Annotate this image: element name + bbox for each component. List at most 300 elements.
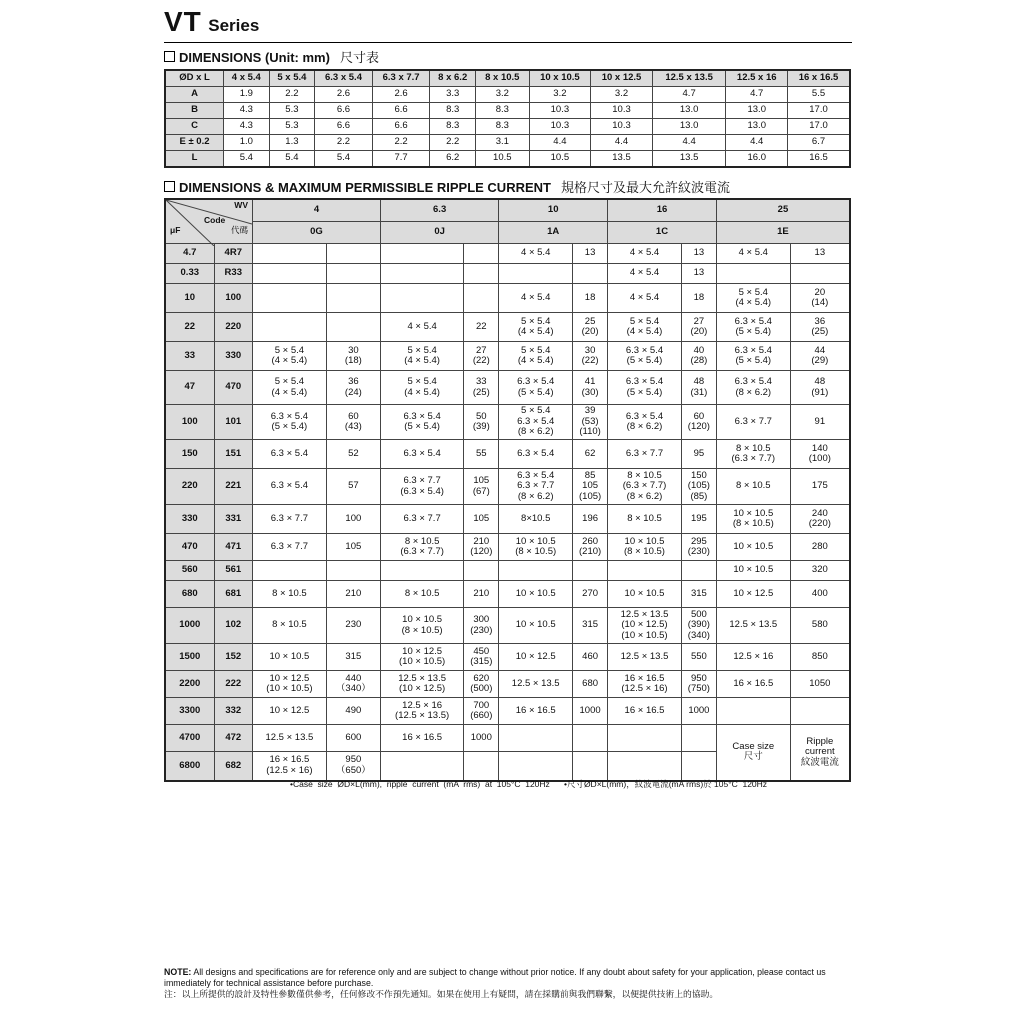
ripple-current: 440 （340） — [326, 671, 380, 698]
size-header: 12.5 x 16 — [726, 70, 788, 87]
ripple-current: 950 （650） — [326, 752, 380, 781]
dimension-value: 8.3 — [430, 103, 476, 119]
case-size — [499, 264, 573, 284]
dimension-value: 17.0 — [788, 119, 850, 135]
ripple-row — [165, 725, 850, 752]
size-header: 10 x 10.5 — [529, 70, 591, 87]
dimension-value: 5.5 — [788, 87, 850, 103]
dimension-value: 1.0 — [224, 135, 270, 151]
cap-code: 561 — [214, 561, 252, 581]
wv-header: 16 — [608, 199, 717, 222]
ripple-current — [790, 698, 850, 725]
ripple-current: 315 — [573, 608, 608, 644]
ripple-row — [165, 608, 850, 644]
capacitance: 330 — [165, 505, 214, 534]
case-size: 6.3 × 7.7 — [380, 505, 463, 534]
capacitance: 560 — [165, 561, 214, 581]
case-size — [716, 264, 790, 284]
ripple-current: 460 — [573, 644, 608, 671]
case-size: 4 × 5.4 — [380, 313, 463, 342]
case-size: 6.3 × 5.4 — [253, 469, 327, 505]
ripple-current: 85 105 (105) — [573, 469, 608, 505]
ripple-current — [573, 725, 608, 752]
capacitance: 6800 — [165, 752, 214, 781]
ripple-row — [165, 644, 850, 671]
dimensions-header-row — [165, 70, 850, 87]
size-header: 16 x 16.5 — [788, 70, 850, 87]
note — [164, 967, 854, 1000]
dimension-value: 7.7 — [372, 151, 430, 168]
case-size: 6.3 × 5.4 — [380, 440, 463, 469]
case-size: 10 × 10.5 (8 × 10.5) — [608, 534, 682, 561]
case-size: 12.5 × 13.5 (10 × 12.5) (10 × 10.5) — [608, 608, 682, 644]
case-size: 16 × 16.5 (12.5 × 16) — [608, 671, 682, 698]
dimensions-header-label: ØD x L — [165, 70, 224, 87]
note-text-en: All designs and specifications are for reference only and are subject to change without prior notice. If any doubt about safety for your application, please contact us immediately for technical assistance before purchase. — [164, 967, 826, 988]
capacitance: 47 — [165, 371, 214, 405]
ripple-row — [165, 534, 850, 561]
case-size: 5 × 5.4 (4 × 5.4) — [253, 342, 327, 371]
wv-header-row — [165, 199, 850, 222]
voltage-code-header: 1C — [608, 222, 717, 244]
dimension-label: A — [165, 87, 224, 103]
size-header: 6.3 x 5.4 — [315, 70, 373, 87]
ripple-current: 25 (20) — [573, 313, 608, 342]
dimension-value: 6.6 — [372, 119, 430, 135]
case-size: 12.5 × 13.5 — [608, 644, 682, 671]
note-label: NOTE: — [164, 967, 192, 977]
case-size — [380, 561, 463, 581]
ripple-current: 13 — [790, 244, 850, 264]
ripple-current: 140 (100) — [790, 440, 850, 469]
title-rule — [164, 42, 852, 43]
dimension-value: 2.6 — [372, 87, 430, 103]
dimension-value: 5.3 — [269, 103, 315, 119]
case-size: 10 × 10.5 (8 × 10.5) — [716, 505, 790, 534]
ripple-current — [326, 313, 380, 342]
capacitance: 150 — [165, 440, 214, 469]
dimensions-row — [165, 103, 850, 119]
ripple-current — [464, 264, 499, 284]
capacitance: 2200 — [165, 671, 214, 698]
capacitance: 33 — [165, 342, 214, 371]
dimension-value: 1.3 — [269, 135, 315, 151]
dimension-value: 3.2 — [476, 87, 530, 103]
series-word: Series — [208, 16, 260, 35]
dimensions-row — [165, 119, 850, 135]
size-header: 5 x 5.4 — [269, 70, 315, 87]
case-size: 8 × 10.5 — [253, 581, 327, 608]
case-size: 4 × 5.4 — [716, 244, 790, 264]
case-size: 8 × 10.5 — [608, 505, 682, 534]
ripple-current: 680 — [573, 671, 608, 698]
case-size: 10 × 10.5 — [253, 644, 327, 671]
dimension-value: 6.6 — [315, 119, 373, 135]
cap-code: 471 — [214, 534, 252, 561]
ripple-current: 30 (22) — [573, 342, 608, 371]
case-size: 10 × 12.5 (10 × 10.5) — [253, 671, 327, 698]
size-header: 8 x 10.5 — [476, 70, 530, 87]
ripple-current: 95 — [681, 440, 716, 469]
ripple-current: 48 (31) — [681, 371, 716, 405]
ripple-current: 18 — [573, 284, 608, 313]
series-code: VT — [164, 6, 202, 37]
case-size: 5 × 5.4 (4 × 5.4) — [499, 342, 573, 371]
ripple-current: 40 (28) — [681, 342, 716, 371]
dimension-value: 8.3 — [430, 119, 476, 135]
case-size: 6.3 × 5.4 6.3 × 7.7 (8 × 6.2) — [499, 469, 573, 505]
case-size: 12.5 × 13.5 — [716, 608, 790, 644]
ripple-current: 52 — [326, 440, 380, 469]
dimensions-row — [165, 151, 850, 168]
ripple-current: 195 — [681, 505, 716, 534]
capacitance: 1500 — [165, 644, 214, 671]
case-size: 10 × 12.5 (10 × 10.5) — [380, 644, 463, 671]
case-size: 5 × 5.4 (4 × 5.4) — [499, 313, 573, 342]
cap-code: R33 — [214, 264, 252, 284]
ripple-current: 550 — [681, 644, 716, 671]
voltage-code-header: 0J — [380, 222, 498, 244]
corner-code: Code — [204, 215, 226, 225]
case-size: 8 × 10.5 — [716, 469, 790, 505]
ripple-current: 105 (67) — [464, 469, 499, 505]
dimensions-table — [164, 69, 851, 168]
dimension-label: L — [165, 151, 224, 168]
ripple-current: 620 (500) — [464, 671, 499, 698]
case-size — [253, 264, 327, 284]
legend-case-size: Case size 尺寸 — [716, 725, 790, 781]
ripple-current: 60 (43) — [326, 405, 380, 440]
ripple-current: 580 — [790, 608, 850, 644]
ripple-current — [790, 264, 850, 284]
dimension-value: 10.5 — [476, 151, 530, 168]
ripple-current: 57 — [326, 469, 380, 505]
ripple-current: 295 (230) — [681, 534, 716, 561]
dimension-value: 10.3 — [591, 103, 653, 119]
case-size: 6.3 × 7.7 — [253, 505, 327, 534]
case-size: 6.3 × 5.4 (5 × 5.4) — [608, 342, 682, 371]
ripple-row — [165, 405, 850, 440]
ripple-current: 210 — [326, 581, 380, 608]
ripple-row — [165, 671, 850, 698]
capacitance: 470 — [165, 534, 214, 561]
dimension-value: 5.4 — [224, 151, 270, 168]
dimensions-row — [165, 87, 850, 103]
dimensions-row — [165, 135, 850, 151]
ripple-row — [165, 244, 850, 264]
ripple-current: 1000 — [464, 725, 499, 752]
case-size: 5 × 5.4 6.3 × 5.4 (8 × 6.2) — [499, 405, 573, 440]
cap-code: 151 — [214, 440, 252, 469]
case-size — [253, 561, 327, 581]
ripple-current: 490 — [326, 698, 380, 725]
ripple-current: 39 (53) (110) — [573, 405, 608, 440]
ripple-current — [573, 752, 608, 781]
case-size — [499, 725, 573, 752]
cap-code: 102 — [214, 608, 252, 644]
capacitance: 100 — [165, 405, 214, 440]
dimension-label: C — [165, 119, 224, 135]
footnote: •Case size ØD×L(mm), ripple current (mA rms) at 105°C 120Hz •尺寸ØD×L(mm)，紋波電流(mA rms)於 105°C 120Hz — [290, 779, 768, 789]
dimension-value: 4.4 — [591, 135, 653, 151]
case-size: 6.3 × 7.7 — [253, 534, 327, 561]
ripple-row — [165, 581, 850, 608]
cap-code: 330 — [214, 342, 252, 371]
case-size: 10 × 12.5 — [716, 581, 790, 608]
ripple-current — [573, 561, 608, 581]
dimension-label: E ± 0.2 — [165, 135, 224, 151]
case-size: 5 × 5.4 (4 × 5.4) — [380, 342, 463, 371]
dimension-value: 10.3 — [529, 119, 591, 135]
cap-code: 101 — [214, 405, 252, 440]
ripple-table — [164, 198, 851, 782]
ripple-current — [326, 244, 380, 264]
ripple-current: 60 (120) — [681, 405, 716, 440]
dimension-value: 4.7 — [726, 87, 788, 103]
case-size: 10 × 10.5 — [716, 534, 790, 561]
ripple-current — [464, 561, 499, 581]
case-size: 16 × 16.5 (12.5 × 16) — [253, 752, 327, 781]
dimension-value: 4.3 — [224, 103, 270, 119]
dimension-value: 6.6 — [315, 103, 373, 119]
case-size: 6.3 × 5.4 — [499, 440, 573, 469]
case-size: 8×10.5 — [499, 505, 573, 534]
dimension-value: 2.2 — [269, 87, 315, 103]
ripple-row — [165, 342, 850, 371]
dimension-value: 2.6 — [315, 87, 373, 103]
case-size: 12.5 × 13.5 (10 × 12.5) — [380, 671, 463, 698]
dimensions-title: DIMENSIONS (Unit: mm) — [179, 50, 330, 65]
case-size: 6.3 × 7.7 — [608, 440, 682, 469]
dimension-value: 4.4 — [726, 135, 788, 151]
dimension-value: 6.2 — [430, 151, 476, 168]
ripple-current — [681, 725, 716, 752]
ripple-heading — [164, 177, 730, 196]
case-size: 6.3 × 5.4 (5 × 5.4) — [253, 405, 327, 440]
ripple-row — [165, 284, 850, 313]
case-size — [380, 284, 463, 313]
case-size: 8 × 10.5 (6.3 × 7.7) — [380, 534, 463, 561]
case-size: 16 × 16.5 — [716, 671, 790, 698]
size-header: 12.5 x 13.5 — [652, 70, 726, 87]
ripple-current: 100 — [326, 505, 380, 534]
ripple-current: 55 — [464, 440, 499, 469]
capacitance: 3300 — [165, 698, 214, 725]
ripple-current: 210 (120) — [464, 534, 499, 561]
case-size: 6.3 × 5.4 (8 × 6.2) — [716, 371, 790, 405]
wv-header: 25 — [716, 199, 850, 222]
ripple-current: 270 — [573, 581, 608, 608]
cap-code: 331 — [214, 505, 252, 534]
dimension-value: 5.3 — [269, 119, 315, 135]
checkbox-icon — [164, 51, 175, 62]
ripple-row — [165, 505, 850, 534]
dimensions-heading — [164, 47, 379, 66]
dimension-value: 17.0 — [788, 103, 850, 119]
voltage-code-header: 0G — [253, 222, 381, 244]
ripple-current: 13 — [573, 244, 608, 264]
case-size: 5 × 5.4 (4 × 5.4) — [716, 284, 790, 313]
wv-header: 4 — [253, 199, 381, 222]
ripple-current: 105 — [326, 534, 380, 561]
ripple-current: 91 — [790, 405, 850, 440]
ripple-current: 500 (390) (340) — [681, 608, 716, 644]
ripple-row — [165, 371, 850, 405]
case-size: 6.3 × 5.4 (5 × 5.4) — [716, 342, 790, 371]
case-size: 8 × 10.5 (6.3 × 7.7) (8 × 6.2) — [608, 469, 682, 505]
series-title — [164, 6, 259, 40]
cap-code: 100 — [214, 284, 252, 313]
dimension-value: 10.3 — [529, 103, 591, 119]
case-size: 6.3 × 5.4 (5 × 5.4) — [716, 313, 790, 342]
case-size — [380, 264, 463, 284]
case-size: 12.5 × 13.5 — [499, 671, 573, 698]
ripple-current: 13 — [681, 264, 716, 284]
ripple-current: 280 — [790, 534, 850, 561]
ripple-current: 27 (22) — [464, 342, 499, 371]
size-header: 10 x 12.5 — [591, 70, 653, 87]
capacitance: 4.7 — [165, 244, 214, 264]
dimension-label: B — [165, 103, 224, 119]
ripple-current: 1050 — [790, 671, 850, 698]
cap-code: 222 — [214, 671, 252, 698]
ripple-current: 196 — [573, 505, 608, 534]
ripple-current: 1000 — [681, 698, 716, 725]
ripple-current — [681, 561, 716, 581]
corner-wv: WV — [234, 200, 248, 210]
dimension-value: 6.7 — [788, 135, 850, 151]
dimension-value: 2.2 — [372, 135, 430, 151]
size-header: 4 x 5.4 — [224, 70, 270, 87]
ripple-row — [165, 440, 850, 469]
dimension-value: 13.5 — [652, 151, 726, 168]
dimension-value: 5.4 — [269, 151, 315, 168]
cap-code: 470 — [214, 371, 252, 405]
case-size: 12.5 × 16 (12.5 × 13.5) — [380, 698, 463, 725]
dimension-value: 3.3 — [430, 87, 476, 103]
dimension-value: 4.4 — [652, 135, 726, 151]
case-size: 6.3 × 5.4 (5 × 5.4) — [499, 371, 573, 405]
capacitance: 1000 — [165, 608, 214, 644]
capacitance: 10 — [165, 284, 214, 313]
ripple-current: 300 (230) — [464, 608, 499, 644]
cap-code: 332 — [214, 698, 252, 725]
code-header-row — [165, 222, 850, 244]
ripple-current: 230 — [326, 608, 380, 644]
size-header: 6.3 x 7.7 — [372, 70, 430, 87]
case-size: 12.5 × 16 — [716, 644, 790, 671]
case-size: 16 × 16.5 — [608, 698, 682, 725]
case-size: 10 × 12.5 — [253, 698, 327, 725]
case-size — [380, 752, 463, 781]
case-size: 10 × 10.5 (8 × 10.5) — [380, 608, 463, 644]
dimension-value: 8.3 — [476, 119, 530, 135]
dimension-value: 13.0 — [726, 119, 788, 135]
case-size: 16 × 16.5 — [499, 698, 573, 725]
ripple-current: 400 — [790, 581, 850, 608]
capacitance: 680 — [165, 581, 214, 608]
ripple-current: 175 — [790, 469, 850, 505]
dimension-value: 13.5 — [591, 151, 653, 168]
dimension-value: 16.5 — [788, 151, 850, 168]
case-size: 10 × 12.5 — [499, 644, 573, 671]
case-size — [608, 561, 682, 581]
cap-code: 681 — [214, 581, 252, 608]
ripple-current: 48 (91) — [790, 371, 850, 405]
case-size: 8 × 10.5 — [253, 608, 327, 644]
cap-code: 221 — [214, 469, 252, 505]
ripple-current: 315 — [681, 581, 716, 608]
dimension-value: 16.0 — [726, 151, 788, 168]
case-size — [608, 725, 682, 752]
wv-header: 10 — [499, 199, 608, 222]
ripple-current: 700 (660) — [464, 698, 499, 725]
dimension-value: 13.0 — [652, 119, 726, 135]
ripple-current: 450 (315) — [464, 644, 499, 671]
case-size: 6.3 × 5.4 — [253, 440, 327, 469]
ripple-current: 150 (105) (85) — [681, 469, 716, 505]
case-size: 6.3 × 5.4 (5 × 5.4) — [608, 371, 682, 405]
case-size — [253, 284, 327, 313]
ripple-current: 260 (210) — [573, 534, 608, 561]
ripple-current: 13 — [681, 244, 716, 264]
dimension-value: 10.3 — [591, 119, 653, 135]
case-size: 5 × 5.4 (4 × 5.4) — [608, 313, 682, 342]
corner-uf: μF — [170, 225, 181, 235]
case-size: 8 × 10.5 (6.3 × 7.7) — [716, 440, 790, 469]
dimension-value: 4.7 — [652, 87, 726, 103]
corner-code-cn: 代碼 — [230, 225, 248, 235]
ripple-current: 50 (39) — [464, 405, 499, 440]
dimension-value: 13.0 — [726, 103, 788, 119]
ripple-current — [464, 244, 499, 264]
voltage-code-header: 1E — [716, 222, 850, 244]
dimension-value: 10.5 — [529, 151, 591, 168]
ripple-title-cn: 規格尺寸及最大允許紋波電流 — [560, 180, 730, 195]
ripple-current: 950 (750) — [681, 671, 716, 698]
checkbox-icon — [164, 181, 175, 192]
ripple-current: 33 (25) — [464, 371, 499, 405]
dimension-value: 2.2 — [430, 135, 476, 151]
legend-ripple-current: Ripple current 紋波電流 — [790, 725, 850, 781]
dimension-value: 2.2 — [315, 135, 373, 151]
case-size — [716, 698, 790, 725]
case-size — [499, 561, 573, 581]
case-size: 6.3 × 5.4 (5 × 5.4) — [380, 405, 463, 440]
ripple-current: 30 (18) — [326, 342, 380, 371]
ripple-current: 315 — [326, 644, 380, 671]
case-size: 16 × 16.5 — [380, 725, 463, 752]
ripple-title: DIMENSIONS & MAXIMUM PERMISSIBLE RIPPLE CURRENT — [179, 180, 551, 195]
cap-code: 682 — [214, 752, 252, 781]
ripple-current: 18 — [681, 284, 716, 313]
ripple-current — [464, 284, 499, 313]
case-size: 10 × 10.5 — [499, 608, 573, 644]
case-size: 4 × 5.4 — [608, 244, 682, 264]
case-size — [380, 244, 463, 264]
dimensions-title-cn: 尺寸表 — [339, 50, 379, 65]
dimension-value: 3.2 — [529, 87, 591, 103]
dimension-value: 5.4 — [315, 151, 373, 168]
dimension-value: 4.4 — [529, 135, 591, 151]
ripple-current: 41 (30) — [573, 371, 608, 405]
ripple-current — [326, 284, 380, 313]
ripple-current: 22 — [464, 313, 499, 342]
ripple-current — [573, 264, 608, 284]
cap-code: 4R7 — [214, 244, 252, 264]
cap-code: 220 — [214, 313, 252, 342]
dimension-value: 13.0 — [652, 103, 726, 119]
